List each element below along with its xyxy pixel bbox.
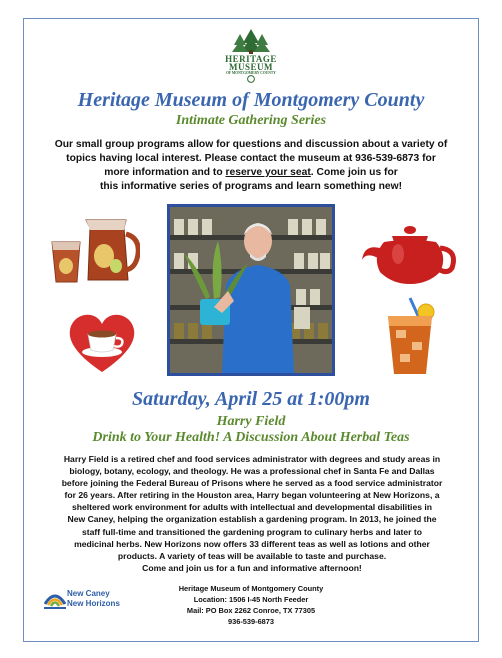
intro-line: Our small group programs allow for questions and discussion about a variety of xyxy=(54,139,448,150)
talk-title: Drink to Your Health! A Discussion About Herbal Teas xyxy=(92,430,410,445)
logo-name: HERITAGE xyxy=(225,54,277,64)
speaker-bio xyxy=(36,453,468,574)
intro-line: topics having local interest. Please contact the museum at 936-539-6873 for xyxy=(66,153,436,164)
contact-location: Location: 1506 I-45 North Feeder xyxy=(193,595,309,604)
tree-logo-icon xyxy=(222,28,280,54)
intro-paragraph xyxy=(42,138,460,194)
contact-org: Heritage Museum of Montgomery County xyxy=(178,584,324,593)
museum-title: Heritage Museum of Montgomery County xyxy=(77,89,425,111)
photo-image xyxy=(170,207,332,373)
bio-line: before joining the Federal Bureau of Prisons where he served as a food service administrator xyxy=(61,478,443,489)
bio-line: medicinal herbs. New Horizons now offers 33 different teas as well as lotions and other xyxy=(74,538,430,549)
intro-text: . Come join us for xyxy=(310,167,398,178)
bio-line: Harry Field is a retired chef and food services administrator with degrees and study areas in xyxy=(63,454,441,464)
logo-name2: MUSEUM xyxy=(229,62,273,72)
heritage-museum-logo xyxy=(222,28,280,82)
new-horizons-logo xyxy=(43,585,133,619)
bio-line: for 26 years. After retiring in the Houston area, Harry began volunteering at New Horizons, a xyxy=(64,490,440,501)
partner-line1: New Caney xyxy=(67,589,110,598)
contact-block xyxy=(151,583,351,627)
contact-mail: Mail: PO Box 2262 Conroe, TX 77305 xyxy=(186,606,316,615)
heart-teacup-icon xyxy=(68,312,136,374)
event-date: Saturday, April 25 at 1:00pm xyxy=(132,388,370,410)
contact-phone: 936-539-6873 xyxy=(227,617,275,626)
reserve-seat-text: reserve your seat xyxy=(225,167,311,178)
bio-line: sheltered work environment for adults with intellectual and developmental disabilities in xyxy=(71,502,433,513)
iced-tea-glass-icon xyxy=(384,296,436,376)
intro-text: more information and to xyxy=(104,167,226,178)
partner-line2: New Horizons xyxy=(67,599,120,608)
sunrise-logo-icon xyxy=(43,588,67,612)
speaker-name: Harry Field xyxy=(216,414,286,429)
bio-line: biology, botany, ecology, and theology. He was a professional chef in Santa Fe and Dallas xyxy=(69,466,435,477)
bio-line: staff full-time and transitioned the gardening program to culinary herbs and later to xyxy=(82,526,422,537)
logo-tagline: OF MONTGOMERY COUNTY xyxy=(226,71,276,75)
intro-line xyxy=(42,166,460,180)
bio-line: New Caney, helping the organization establish a gardening program. In 2013, he joined the xyxy=(67,514,437,525)
iced-tea-pitcher-icon xyxy=(48,214,140,284)
speaker-photo xyxy=(167,204,335,376)
logo-emblem-icon xyxy=(246,75,256,83)
intro-line: this informative series of programs and learn something new! xyxy=(99,181,403,192)
teapot-icon xyxy=(362,224,458,286)
bio-line: Come and join us for a fun and informative afternoon! xyxy=(142,562,362,573)
series-subtitle: Intimate Gathering Series xyxy=(175,113,327,128)
bio-line: products. A variety of teas will be available to taste and purchase. xyxy=(117,550,387,561)
